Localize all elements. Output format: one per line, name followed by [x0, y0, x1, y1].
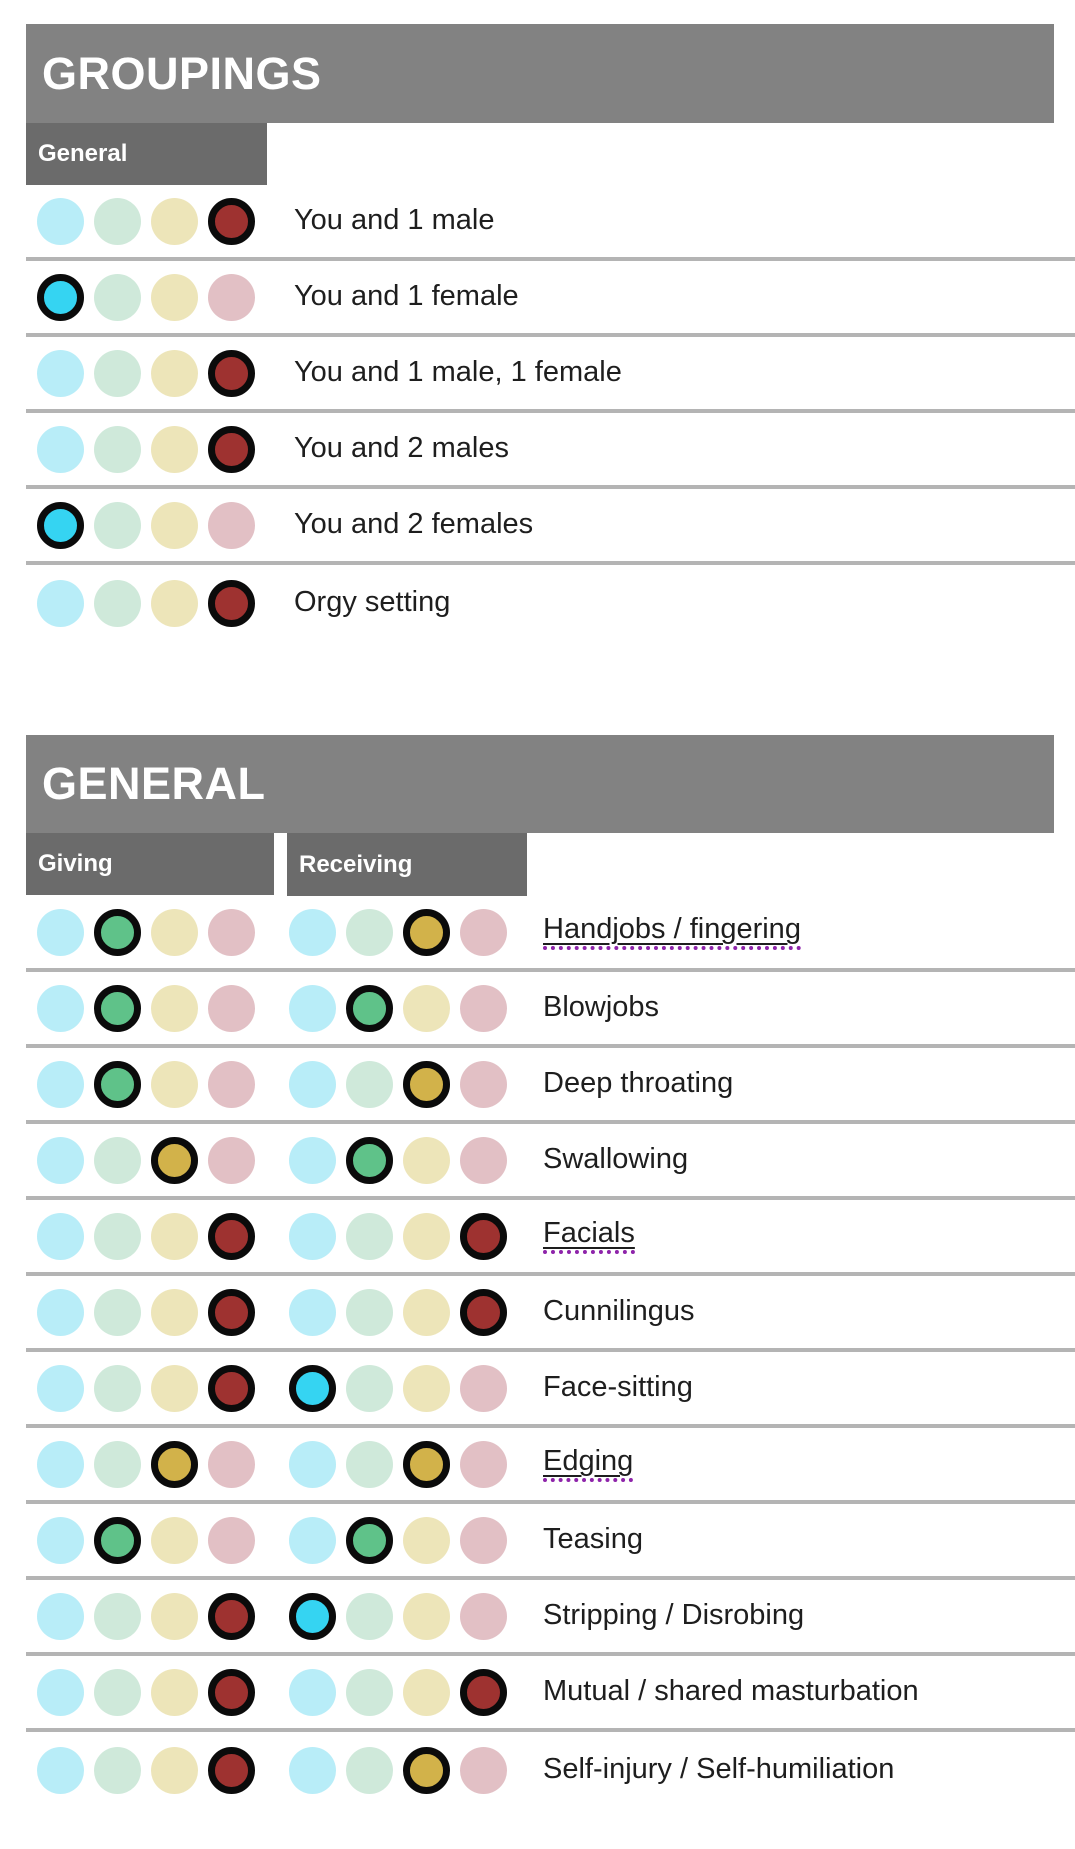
rating-dot-blue[interactable]: [37, 580, 84, 627]
receiving-dot-group: [289, 1061, 507, 1108]
general-section: [0, 735, 1075, 1808]
rating-dot-green[interactable]: [94, 1213, 141, 1260]
rating-dot-blue[interactable]: [37, 1137, 84, 1184]
rating-dot-blue[interactable]: [37, 1747, 84, 1794]
row-label: You and 1 female: [294, 280, 519, 313]
rating-dot-group: [37, 274, 255, 321]
rating-dot-yellow[interactable]: [403, 1593, 450, 1640]
tab-giving: [26, 833, 274, 895]
rating-dot-yellow[interactable]: [403, 1517, 450, 1564]
rating-dot-green[interactable]: [346, 1441, 393, 1488]
rating-dot-green[interactable]: [94, 1593, 141, 1640]
rating-dot-green[interactable]: [94, 1669, 141, 1716]
general-row: [26, 896, 1075, 972]
rating-dot-yellow[interactable]: [151, 1365, 198, 1412]
section-title: GENERAL: [42, 758, 266, 809]
row-label: You and 1 male: [294, 204, 495, 237]
row-label: Orgy setting: [294, 586, 451, 619]
rating-dot-yellow[interactable]: [151, 1289, 198, 1336]
rating-dot-green[interactable]: [94, 274, 141, 321]
rating-dot-yellow[interactable]: [151, 274, 198, 321]
rating-dot-red-selected[interactable]: [208, 580, 255, 627]
giving-dot-group: [37, 909, 255, 956]
receiving-dot-group: [289, 1213, 507, 1260]
rating-dot-blue[interactable]: [37, 1669, 84, 1716]
giving-dot-group: [37, 1061, 255, 1108]
rating-dot-green-selected[interactable]: [94, 1061, 141, 1108]
receiving-dot-group: [289, 909, 507, 956]
row-label: Teasing: [543, 1523, 643, 1556]
rating-dot-red[interactable]: [208, 909, 255, 956]
rating-dot-red[interactable]: [460, 1593, 507, 1640]
survey-page: [0, 24, 1075, 1808]
general-row: [26, 1200, 1075, 1276]
row-label: You and 2 males: [294, 432, 509, 465]
rating-dot-yellow[interactable]: [151, 1669, 198, 1716]
rating-dot-green[interactable]: [94, 1137, 141, 1184]
rating-dot-blue[interactable]: [289, 1061, 336, 1108]
rating-dot-green[interactable]: [346, 909, 393, 956]
receiving-dot-group: [289, 1137, 507, 1184]
rating-dot-yellow[interactable]: [151, 1061, 198, 1108]
general-row: [26, 1656, 1075, 1732]
rating-dot-red-selected[interactable]: [460, 1669, 507, 1716]
rating-dot-group: [37, 350, 255, 397]
rating-dot-yellow[interactable]: [151, 426, 198, 473]
rating-dot-yellow[interactable]: [403, 1137, 450, 1184]
row-label-link[interactable]: Edging: [543, 1446, 633, 1482]
rating-dot-red[interactable]: [460, 909, 507, 956]
rating-dot-blue[interactable]: [37, 1289, 84, 1336]
rating-dot-yellow[interactable]: [151, 1213, 198, 1260]
row-label: Blowjobs: [543, 991, 660, 1024]
rating-dot-red-selected[interactable]: [208, 1747, 255, 1794]
rating-dot-yellow[interactable]: [151, 1747, 198, 1794]
rating-dot-blue[interactable]: [37, 198, 84, 245]
row-label-link[interactable]: Handjobs / fingering: [543, 914, 801, 950]
rating-dot-blue-selected[interactable]: [37, 274, 84, 321]
general-tabs-row: [26, 833, 1075, 896]
groupings-row: [26, 337, 1075, 413]
rating-dot-green[interactable]: [346, 1061, 393, 1108]
section-title: GROUPINGS: [42, 47, 322, 99]
row-label: You and 1 male, 1 female: [294, 356, 622, 389]
rating-dot-red-selected[interactable]: [208, 1593, 255, 1640]
rating-dot-blue[interactable]: [289, 1747, 336, 1794]
rating-dot-green-selected[interactable]: [94, 909, 141, 956]
rating-dot-red[interactable]: [460, 1441, 507, 1488]
rating-dot-red[interactable]: [460, 1747, 507, 1794]
general-row: [26, 1504, 1075, 1580]
rating-dot-red-selected[interactable]: [460, 1289, 507, 1336]
general-row: [26, 1124, 1075, 1200]
rating-dot-yellow-selected[interactable]: [403, 1747, 450, 1794]
rating-dot-yellow[interactable]: [151, 909, 198, 956]
receiving-dot-group: [289, 1289, 507, 1336]
receiving-dot-group: [289, 1669, 507, 1716]
rating-dot-yellow[interactable]: [403, 1213, 450, 1260]
rating-dot-yellow-selected[interactable]: [151, 1441, 198, 1488]
rating-dot-yellow-selected[interactable]: [403, 909, 450, 956]
giving-dot-group: [37, 1365, 255, 1412]
rating-dot-blue[interactable]: [289, 909, 336, 956]
row-label: Face-sitting: [543, 1371, 693, 1404]
rating-dot-green[interactable]: [346, 1593, 393, 1640]
rating-dot-blue[interactable]: [289, 1137, 336, 1184]
rating-dot-blue-selected[interactable]: [37, 502, 84, 549]
giving-dot-group: [37, 1593, 255, 1640]
rating-dot-red-selected[interactable]: [208, 426, 255, 473]
rating-dot-group: [37, 426, 255, 473]
groupings-section-header: [26, 24, 1054, 123]
groupings-section: [0, 24, 1075, 641]
rating-dot-yellow[interactable]: [151, 1593, 198, 1640]
rating-dot-blue[interactable]: [289, 1669, 336, 1716]
general-row: [26, 1048, 1075, 1124]
giving-dot-group: [37, 1289, 255, 1336]
rating-dot-blue[interactable]: [37, 985, 84, 1032]
rating-dot-green[interactable]: [94, 1747, 141, 1794]
rating-dot-blue[interactable]: [37, 1593, 84, 1640]
rating-dot-red[interactable]: [460, 1517, 507, 1564]
rating-dot-red[interactable]: [208, 502, 255, 549]
rating-dot-green-selected[interactable]: [346, 1517, 393, 1564]
row-label: Deep throating: [543, 1067, 734, 1100]
rating-dot-group: [37, 198, 255, 245]
rating-dot-green-selected[interactable]: [94, 985, 141, 1032]
rating-dot-red[interactable]: [208, 1137, 255, 1184]
rating-dot-red-selected[interactable]: [208, 1365, 255, 1412]
rating-dot-group: [37, 502, 255, 549]
groupings-tabs-row: [26, 123, 1075, 185]
general-row: [26, 1580, 1075, 1656]
receiving-dot-group: [289, 1593, 507, 1640]
rating-dot-green[interactable]: [94, 426, 141, 473]
giving-dot-group: [37, 1137, 255, 1184]
rating-dot-blue-selected[interactable]: [289, 1593, 336, 1640]
rating-dot-red[interactable]: [208, 274, 255, 321]
rating-dot-red-selected[interactable]: [208, 1289, 255, 1336]
rating-dot-blue-selected[interactable]: [289, 1365, 336, 1412]
receiving-dot-group: [289, 1517, 507, 1564]
rating-dot-green-selected[interactable]: [94, 1517, 141, 1564]
rating-dot-yellow[interactable]: [403, 1289, 450, 1336]
rating-dot-blue[interactable]: [37, 1441, 84, 1488]
rating-dot-red[interactable]: [208, 1061, 255, 1108]
rating-dot-blue[interactable]: [37, 1061, 84, 1108]
rating-dot-group: [37, 580, 255, 627]
tab-general-label: General: [38, 140, 128, 167]
tab-receiving: [287, 833, 527, 896]
groupings-row: [26, 565, 1075, 641]
rating-dot-green-selected[interactable]: [346, 1137, 393, 1184]
row-label: You and 2 females: [294, 508, 534, 541]
rating-dot-green-selected[interactable]: [346, 985, 393, 1032]
rating-dot-green[interactable]: [94, 198, 141, 245]
general-row: [26, 1276, 1075, 1352]
rating-dot-yellow-selected[interactable]: [403, 1061, 450, 1108]
rating-dot-green[interactable]: [94, 1441, 141, 1488]
rating-dot-blue[interactable]: [37, 426, 84, 473]
row-label: Cunnilingus: [543, 1295, 695, 1328]
rating-dot-red[interactable]: [460, 985, 507, 1032]
giving-dot-group: [37, 1213, 255, 1260]
general-section-header: [26, 735, 1054, 833]
rating-dot-blue[interactable]: [289, 1289, 336, 1336]
rating-dot-blue[interactable]: [289, 1517, 336, 1564]
row-label-link[interactable]: Facials: [543, 1218, 635, 1254]
rating-dot-red[interactable]: [460, 1137, 507, 1184]
rating-dot-blue[interactable]: [37, 1517, 84, 1564]
giving-dot-group: [37, 985, 255, 1032]
groupings-row: [26, 413, 1075, 489]
rating-dot-green[interactable]: [346, 1365, 393, 1412]
rating-dot-yellow[interactable]: [151, 580, 198, 627]
receiving-dot-group: [289, 1747, 507, 1794]
rating-dot-red[interactable]: [208, 1441, 255, 1488]
rating-dot-green[interactable]: [94, 350, 141, 397]
rating-dot-yellow-selected[interactable]: [151, 1137, 198, 1184]
row-label: Mutual / shared masturbation: [543, 1675, 919, 1708]
rating-dot-blue[interactable]: [37, 350, 84, 397]
rating-dot-red-selected[interactable]: [208, 1213, 255, 1260]
rating-dot-green[interactable]: [346, 1669, 393, 1716]
rating-dot-green[interactable]: [94, 1289, 141, 1336]
receiving-dot-group: [289, 1365, 507, 1412]
rating-dot-yellow[interactable]: [151, 502, 198, 549]
rating-dot-red-selected[interactable]: [460, 1213, 507, 1260]
tab-giving-label: Giving: [38, 850, 113, 877]
rating-dot-red[interactable]: [208, 985, 255, 1032]
rating-dot-blue[interactable]: [289, 985, 336, 1032]
groupings-rows: [0, 185, 1075, 641]
rating-dot-blue[interactable]: [37, 909, 84, 956]
rating-dot-blue[interactable]: [37, 1213, 84, 1260]
rating-dot-red[interactable]: [208, 1517, 255, 1564]
general-row: [26, 972, 1075, 1048]
general-row: [26, 1428, 1075, 1504]
rating-dot-red-selected[interactable]: [208, 1669, 255, 1716]
groupings-row: [26, 185, 1075, 261]
receiving-dot-group: [289, 985, 507, 1032]
giving-dot-group: [37, 1747, 255, 1794]
rating-dot-red-selected[interactable]: [208, 350, 255, 397]
row-label: Swallowing: [543, 1143, 689, 1176]
rating-dot-yellow-selected[interactable]: [403, 1441, 450, 1488]
giving-dot-group: [37, 1441, 255, 1488]
general-row: [26, 1352, 1075, 1428]
rating-dot-yellow[interactable]: [403, 1365, 450, 1412]
rating-dot-blue[interactable]: [289, 1441, 336, 1488]
rating-dot-yellow[interactable]: [151, 985, 198, 1032]
rating-dot-green[interactable]: [94, 502, 141, 549]
general-row: [26, 1732, 1075, 1808]
general-rows: [0, 896, 1075, 1808]
groupings-row: [26, 489, 1075, 565]
tab-receiving-label: Receiving: [299, 850, 413, 878]
rating-dot-yellow[interactable]: [403, 1669, 450, 1716]
row-label: Stripping / Disrobing: [543, 1599, 805, 1632]
rating-dot-red-selected[interactable]: [208, 198, 255, 245]
rating-dot-red[interactable]: [460, 1061, 507, 1108]
rating-dot-green[interactable]: [346, 1289, 393, 1336]
rating-dot-green[interactable]: [94, 580, 141, 627]
rating-dot-yellow[interactable]: [151, 198, 198, 245]
rating-dot-yellow[interactable]: [403, 985, 450, 1032]
giving-dot-group: [37, 1669, 255, 1716]
rating-dot-green[interactable]: [346, 1213, 393, 1260]
rating-dot-blue[interactable]: [289, 1213, 336, 1260]
receiving-dot-group: [289, 1441, 507, 1488]
groupings-row: [26, 261, 1075, 337]
rating-dot-yellow[interactable]: [151, 1517, 198, 1564]
rating-dot-green[interactable]: [346, 1747, 393, 1794]
rating-dot-green[interactable]: [94, 1365, 141, 1412]
rating-dot-yellow[interactable]: [151, 350, 198, 397]
row-label: Self-injury / Self-humiliation: [543, 1753, 895, 1786]
tab-general: [26, 123, 267, 185]
rating-dot-red[interactable]: [460, 1365, 507, 1412]
rating-dot-blue[interactable]: [37, 1365, 84, 1412]
giving-dot-group: [37, 1517, 255, 1564]
